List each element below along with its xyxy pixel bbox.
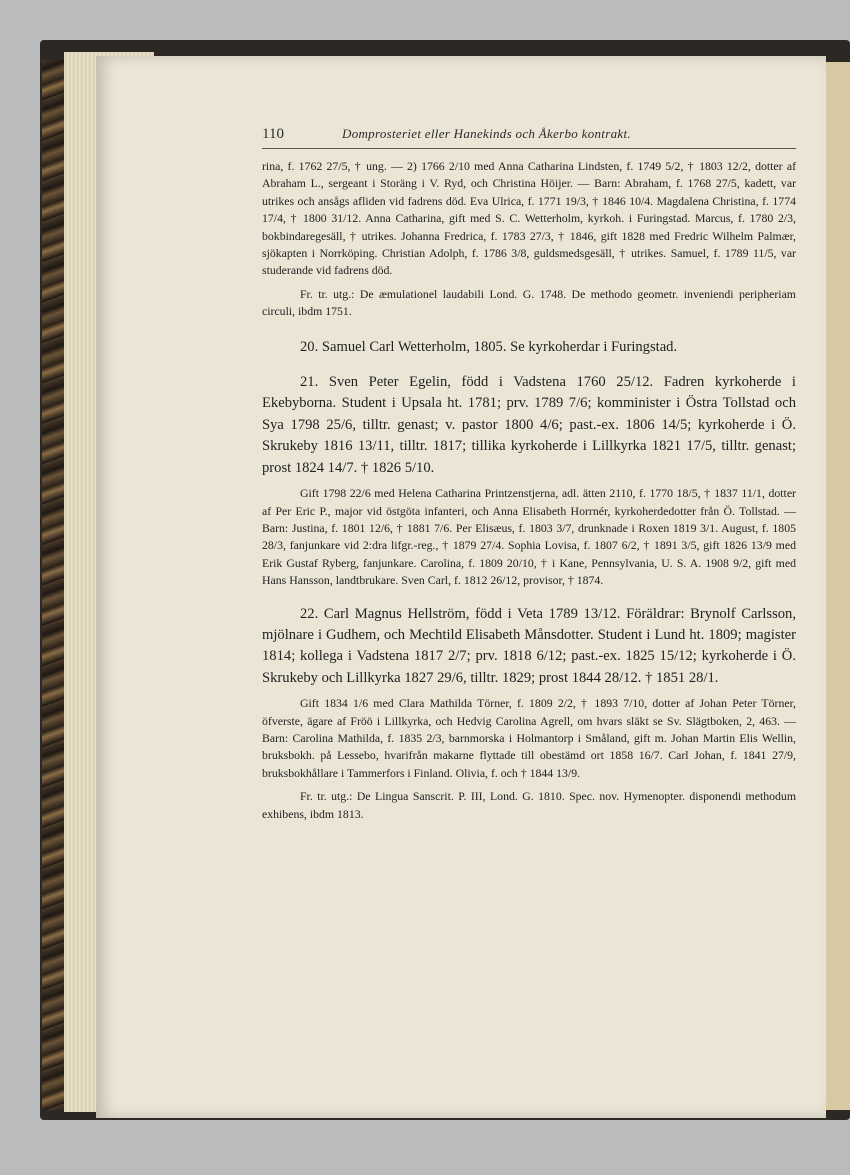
entry-22 <box>262 604 796 823</box>
paragraph-children: rina, f. 1762 27/5, † ung. — 2) 1766 2/10 med Anna Catharina Lindsten, f. 1749 5/2, † 1803 12/2, dotter af Abraham L., sergeant i Storäng i V. Ryd, och Christina Höijer. — Barn: Abraham, f. 1768 27/5, kadett, var utrikes och ansågs afliden vid fadrens död. Eva Ulrica, f. 1771 19/3, † 1846 10/4. Magdalena Christina, f. 1774 17/4, † 1800 31/12. Anna Catharina, gift med S. C. Wetterholm, kyrkoh. i Furingstad. Marcus, f. 1780 2/3, bokbindaregesäll, † utrikes. Johanna Fredrica, f. 1783 27/3, † 1846, gift 1828 med Fredric Wilhelm Palmær, sjökapten i Norrköping. Christian Adolph, f. 1786 3/8, guldsmedsgesäll, † utrikes. Samuel, f. 1789 11/5, var studerande vid fadrens död. <box>262 159 796 278</box>
entry-21 <box>262 372 796 589</box>
entry-22-marriage: Gift 1834 1/6 med Clara Mathilda Törner, f. 1809 2/2, † 1893 7/10, dotter af Johan Peter Törner, öfverste, ägare af Fröö i Lillkyrka, och Hedvig Carolina Agrell, om hvars släkt se Sv. Slägtboken, 2, 463. — Barn: Carolina Mathilda, f. 1835 2/3, barnmorska i Holmantorp i Småland, gift m. Johan Martin Elis Wellin, bruksbokh. på Lessebo, hvarifrån makarne flyttade till obestämd ort 1858 16/7. Carl Johan, f. 1841 27/9, bruksbokhållare i Tammerfors i Finland. Olivia, f. och † 1844 13/9. <box>262 696 796 780</box>
entry-21-marriage: Gift 1798 22/6 med Helena Catharina Printzenstjerna, adl. ätten 2110, f. 1770 18/5, † 1837 11/1, dotter af Per Eric P., major vid östgöta infanteri, och Anna Elisabeth Horrnér, kyrkoherdedotter från Ö. Tollstad. — Barn: Justina, f. 1801 12/6, † 1881 7/6. Per Elisæus, f. 1803 3/7, drunknade i Roxen 1819 3/1. August, f. 1805 28/3, fanjunkare vid 2:dra lifgr.-reg., † 1879 27/4. Sophia Lovisa, f. 1807 6/2, † 1891 3/5, gift 1826 13/9 med Erik Gustaf Ryberg, fanjunkare. Carolina, f. 1809 20/10, † i Kane, Pennsylvania, U. S. A. 1908 9/2, gift med Hans Hansson, landtbrukare. Sven Carl, f. 1812 26/12, provisor, † 1874. <box>262 486 796 588</box>
page-number: 110 <box>262 126 284 142</box>
entry-previous <box>262 158 796 321</box>
entry-20 <box>262 337 796 358</box>
entry-21-biography: 21. Sven Peter Egelin, född i Vadstena 1760 25/12. Fadren kyrkoherde i Ekebyborna. Student i Upsala ht. 1781; prv. 1789 7/6; komminister i Östra Tollstad och Sya 1798 25/6, tilltr. genast; v. pastor 1800 4/6; past.-ex. 1806 14/5; kyrkoherde i Ö. Skrukeby 1816 13/11, tilltr. 1817; tillika kyrkoherde i Lillkyrka 1821 17/5, tilltr. genast; prost 1824 14/7. † 1826 5/10. <box>262 374 796 476</box>
entry-22-biography: 22. Carl Magnus Hellström, född i Veta 1789 13/12. Föräldrar: Brynolf Carlsson, mjölnare i Gudhem, och Mechtild Elisabeth Månsdotter. Student i Lund ht. 1809; magister 1814; kollega i Vadstena 1817 2/7; prv. 1818 6/12; past.-ex. 1825 15/12; kyrkoherde i Ö. Skrukeby och Lillkyrka 1827 29/6, tilltr. 1829; prost 1844 28/12. † 1851 28/1. <box>262 605 796 686</box>
running-header <box>262 124 796 149</box>
running-title: Domprosteriet eller Hanekinds och Åkerbo kontrakt. <box>342 126 631 141</box>
paragraph-publications: Fr. tr. utg.: De æmulationel laudabili Lond. G. 1748. De methodo geometr. inveniendi peripheriam circuli, ibdm 1751. <box>262 286 796 319</box>
page-text <box>262 158 796 823</box>
entry-22-publications: Fr. tr. utg.: De Lingua Sanscrit. P. III, Lond. G. 1810. Spec. nov. Hymenopter. disponendi methodum exhibens, ibdm 1813. <box>262 789 796 821</box>
entry-20-heading: 20. Samuel Carl Wetterholm, 1805. Se kyrkoherdar i Furingstad. <box>300 338 678 355</box>
